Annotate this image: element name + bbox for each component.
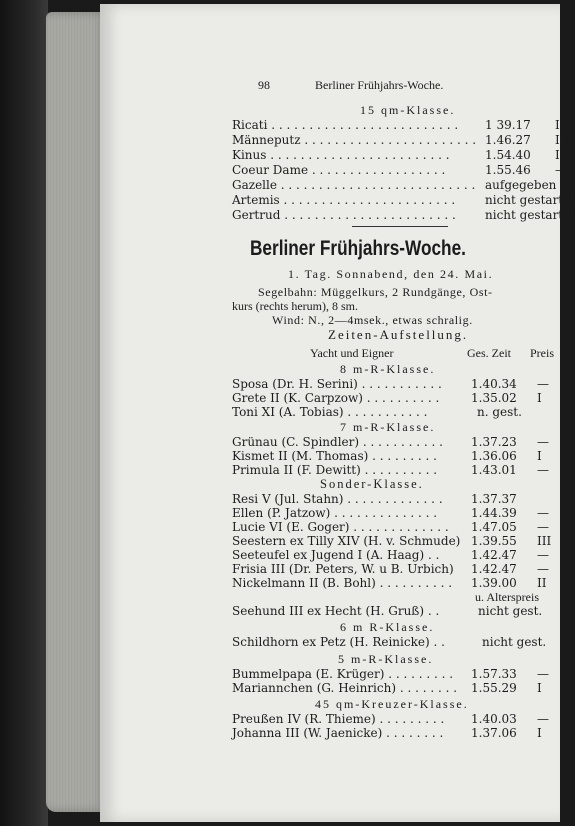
table-row bbox=[232, 208, 575, 222]
total-time: 1.37.06 bbox=[471, 726, 517, 740]
table-row bbox=[232, 726, 562, 740]
prize: I bbox=[537, 391, 542, 405]
total-time: n. gest. bbox=[477, 405, 522, 419]
age-prize-note: u. Alterspreis bbox=[475, 590, 539, 604]
total-time: 1.37.23 bbox=[471, 435, 517, 449]
table-row bbox=[232, 193, 575, 207]
yacht-name: Seeteufel ex Jugend I (A. Haag) . . bbox=[232, 548, 440, 562]
table-row bbox=[232, 178, 562, 192]
total-time: 1.57.33 bbox=[471, 667, 517, 681]
yacht-name: Kinus . . . . . . . . . . . . . . . . . . . . . . . . bbox=[232, 148, 450, 162]
yacht-name: Sposa (Dr. H. Serini) . . . . . . . . . . . bbox=[232, 377, 442, 391]
prize: III bbox=[555, 148, 570, 162]
class-heading: Sonder-Klasse. bbox=[320, 477, 424, 491]
yacht-name: Grete II (K. Carpzow) . . . . . . . . . . bbox=[232, 391, 440, 405]
class-heading: 45 qm-Kreuzer-Klasse. bbox=[315, 697, 469, 711]
book-cover-edge bbox=[0, 0, 48, 826]
total-time: 1.39.55 bbox=[471, 534, 517, 548]
yacht-name: Coeur Dame . . . . . . . . . . . . . . . . . . bbox=[232, 163, 446, 177]
table-row bbox=[232, 681, 562, 695]
prize: — bbox=[537, 435, 549, 449]
class-heading: 6 m R-Klasse. bbox=[340, 620, 435, 634]
prize: — bbox=[537, 377, 549, 391]
running-title: Berliner Frühjahrs-Woche. bbox=[315, 78, 444, 92]
yacht-name: Gertrud . . . . . . . . . . . . . . . . . . . . . . . bbox=[232, 208, 456, 222]
total-time: 1.39.00 bbox=[471, 576, 517, 590]
total-time: 1.35.02 bbox=[471, 391, 517, 405]
prize: — bbox=[537, 712, 549, 726]
table-row bbox=[232, 391, 562, 405]
yacht-name: Männeputz . . . . . . . . . . . . . . . . . . . . . . . bbox=[232, 133, 477, 147]
yacht-name: Schildhorn ex Petz (H. Reinicke) . . bbox=[232, 635, 445, 649]
class-heading: 8 m-R-Klasse. bbox=[340, 362, 436, 376]
yacht-name: Primula II (F. Dewitt) . . . . . . . . . . bbox=[232, 463, 438, 477]
total-time: nicht gest. bbox=[482, 635, 547, 649]
prize: I bbox=[537, 449, 542, 463]
prize: — bbox=[537, 520, 549, 534]
table-row bbox=[232, 520, 562, 534]
page-stack-edges bbox=[46, 12, 108, 812]
table-row bbox=[232, 506, 562, 520]
yacht-name: Mariannchen (G. Heinrich) . . . . . . . . bbox=[232, 681, 458, 695]
yacht-name: Lucie VI (E. Goger) . . . . . . . . . . . . . bbox=[232, 520, 449, 534]
prize: — bbox=[537, 463, 549, 477]
table-row bbox=[232, 405, 562, 419]
total-time: 1.43.01 bbox=[471, 463, 517, 477]
yacht-name: Ellen (P. Jatzow) . . . . . . . . . . . . . . bbox=[232, 506, 438, 520]
prize: II bbox=[537, 576, 547, 590]
table-row bbox=[232, 148, 570, 162]
table-row bbox=[232, 133, 565, 147]
yacht-name: Nickelmann II (B. Bohl) . . . . . . . . . . bbox=[232, 576, 453, 590]
class-heading: 5 m-R-Klasse. bbox=[338, 652, 434, 666]
class-heading: 7 m-R-Klasse. bbox=[340, 420, 436, 434]
total-time: 1.36.06 bbox=[471, 449, 517, 463]
total-time: 1.47.05 bbox=[471, 520, 517, 534]
total-time: 1.40.03 bbox=[471, 712, 517, 726]
total-time: 1.54.40 bbox=[485, 148, 531, 162]
table-row bbox=[232, 534, 562, 548]
day-line: 1. Tag. Sonnabend, den 24. Mai. bbox=[288, 267, 494, 281]
table-row bbox=[232, 163, 567, 177]
total-time: 1 39.17 bbox=[485, 118, 531, 132]
yacht-name: Resi V (Jul. Stahn) . . . . . . . . . . . . . bbox=[232, 492, 443, 506]
table-row bbox=[232, 118, 562, 132]
total-time: 1.44.39 bbox=[471, 506, 517, 520]
total-time: 1.42.47 bbox=[471, 548, 517, 562]
table-row bbox=[232, 604, 562, 618]
total-time: nicht gestartet bbox=[485, 208, 575, 222]
table-row bbox=[232, 377, 562, 391]
prize: I bbox=[555, 118, 560, 132]
total-time: nicht gestartet bbox=[485, 193, 575, 207]
total-time: nicht gest. bbox=[478, 604, 543, 618]
yacht-name: Grünau (C. Spindler) . . . . . . . . . . . bbox=[232, 435, 443, 449]
total-time: 1.46.27 bbox=[485, 133, 531, 147]
total-time: 1.40.34 bbox=[471, 377, 517, 391]
table-row bbox=[232, 576, 562, 590]
prize: — bbox=[537, 506, 549, 520]
table-row bbox=[232, 435, 562, 449]
yacht-name: Frisia III (Dr. Peters, W. u B. Urbich) bbox=[232, 562, 454, 576]
prize: I bbox=[537, 681, 542, 695]
yacht-name: Seestern ex Tilly XIV (H. v. Schmude) bbox=[232, 534, 461, 548]
column-header-yacht: Yacht und Eigner bbox=[310, 346, 394, 360]
yacht-name: Artemis . . . . . . . . . . . . . . . . . . . . . . . bbox=[232, 193, 456, 207]
yacht-name: Toni XI (A. Tobias) . . . . . . . . . . . bbox=[232, 405, 428, 419]
table-row bbox=[232, 712, 562, 726]
main-title: Berliner Frühjahrs-Woche. bbox=[250, 237, 466, 260]
results-heading: Zeiten-Aufstellung. bbox=[328, 327, 469, 342]
column-header-time: Ges. Zeit bbox=[467, 346, 511, 360]
prize: III bbox=[537, 534, 552, 548]
yacht-name: Gazelle . . . . . . . . . . . . . . . . . . . . . . . . . . bbox=[232, 178, 476, 192]
table-row bbox=[232, 548, 562, 562]
prize: — bbox=[537, 548, 549, 562]
course-line-2: kurs (rechts herum), 8 sm. bbox=[232, 299, 358, 313]
section-heading-15qm: 15 qm-Klasse. bbox=[360, 103, 456, 117]
prize: — bbox=[537, 562, 549, 576]
yacht-name: Seehund III ex Hecht (H. Gruß) . . bbox=[232, 604, 440, 618]
total-time: aufgegeben bbox=[485, 178, 557, 192]
yacht-name: Kismet II (M. Thomas) . . . . . . . . . bbox=[232, 449, 437, 463]
column-header-prize: Preis bbox=[530, 346, 554, 360]
yacht-name: Bummelpapa (E. Krüger) . . . . . . . . . bbox=[232, 667, 454, 681]
divider-rule bbox=[352, 226, 448, 227]
prize: — bbox=[555, 163, 567, 177]
yacht-name: Preußen IV (R. Thieme) . . . . . . . . . bbox=[232, 712, 445, 726]
total-time: 1.55.46 bbox=[485, 163, 531, 177]
table-row bbox=[232, 562, 562, 576]
table-row bbox=[232, 492, 562, 506]
table-row bbox=[232, 463, 562, 477]
total-time: 1.42.47 bbox=[471, 562, 517, 576]
total-time: 1.55.29 bbox=[471, 681, 517, 695]
yacht-name: Johanna III (W. Jaenicke) . . . . . . . . bbox=[232, 726, 444, 740]
table-row bbox=[232, 635, 562, 649]
total-time: 1.37.37 bbox=[471, 492, 517, 506]
course-line-1: Segelbahn: Müggelkurs, 2 Rundgänge, Ost- bbox=[258, 285, 493, 299]
page-number: 98 bbox=[258, 78, 270, 92]
table-row bbox=[232, 449, 562, 463]
table-row bbox=[232, 667, 562, 681]
prize: II bbox=[555, 133, 565, 147]
yacht-name: Ricati . . . . . . . . . . . . . . . . . . . . . . . . . bbox=[232, 118, 459, 132]
prize: I bbox=[537, 726, 542, 740]
prize: — bbox=[537, 667, 549, 681]
wind-line: Wind: N., 2—4msek., etwas schralig. bbox=[272, 313, 473, 327]
